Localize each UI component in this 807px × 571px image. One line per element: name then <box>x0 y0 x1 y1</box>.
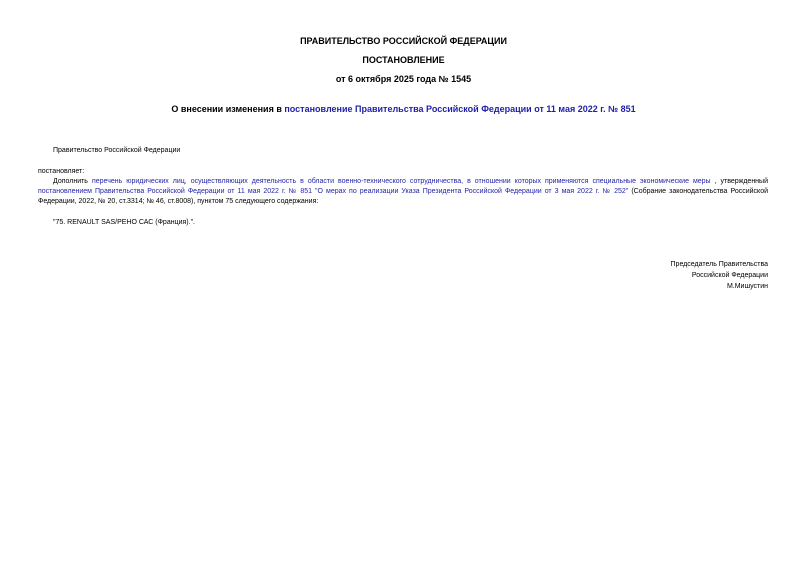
title-link[interactable]: постановление Правительства Российской Федерации от 11 мая 2022 г. № 851 <box>284 104 636 114</box>
signature-block <box>671 259 768 292</box>
document-title <box>0 104 807 114</box>
issuer-text: Правительство Российской Федерации <box>53 147 181 154</box>
body-paragraph <box>38 177 768 207</box>
resolution-link[interactable]: постановлением Правительства Российской Федерации от 11 мая 2022 г. № 851 "О мерах по реализации Указа Президента Российской Федерации от 3 мая 2022 г. № 252" <box>38 188 629 195</box>
document-date-number: от 6 октября 2025 года № 1545 <box>335 74 472 84</box>
para-start: Дополнить <box>53 178 92 185</box>
entity-list-link[interactable]: перечень юридических лиц, осуществляющих деятельность в области военно-технического сотрудничества, в отношении которых применяются специальные экономические меры <box>91 178 711 185</box>
decree-word: постановляет: <box>38 168 85 175</box>
signature-government: Российской Федерации <box>691 272 768 279</box>
para-mid: , утвержденный <box>710 178 768 185</box>
list-item-75: "75. RENAULT SAS/РЕНО САС (Франция).". <box>53 219 196 226</box>
signature-position: Председатель Правительства <box>670 261 768 268</box>
document-type: ПОСТАНОВЛЕНИЕ <box>362 55 445 65</box>
para-end: (Собрание законодательства Российской Федерации, 2022, № 20, ст.3314; № 46, ст.8008), пунктом 75 следующего содержания: <box>38 188 768 205</box>
title-prefix: О внесении изменения в <box>171 104 285 114</box>
government-heading: ПРАВИТЕЛЬСТВО РОССИЙСКОЙ ФЕДЕРАЦИИ <box>300 36 507 46</box>
signature-name: М.Мишустин <box>726 283 768 290</box>
